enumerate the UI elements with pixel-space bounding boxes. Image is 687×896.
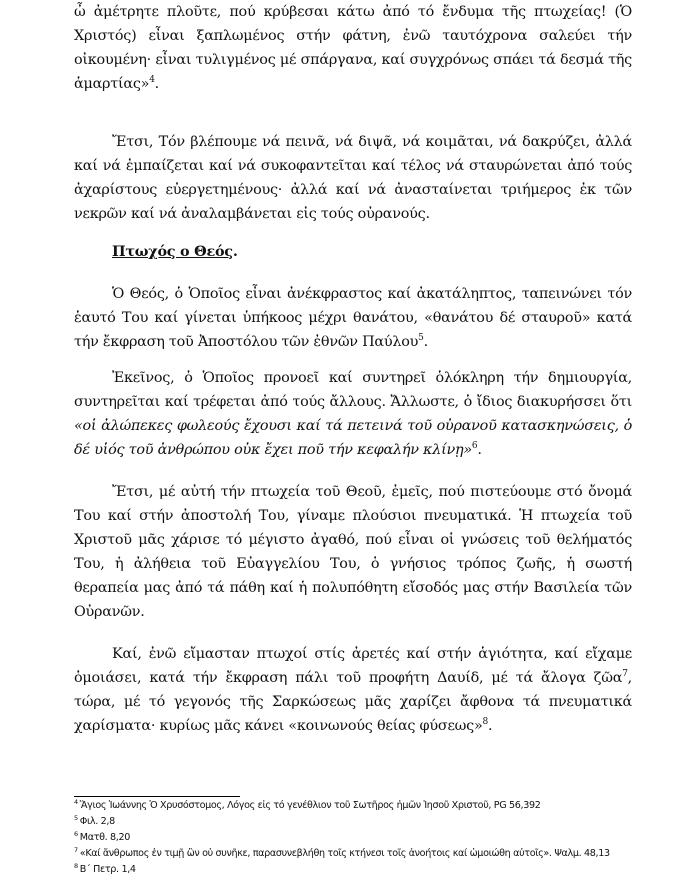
paragraph-tail: .	[488, 718, 493, 734]
footnote-ref[interactable]: 6	[471, 441, 478, 452]
paragraph-1	[74, 0, 632, 96]
footnote-text: Β΄ Πετρ. 1,4	[79, 864, 136, 875]
footnote-number: 5	[74, 813, 78, 822]
footnote-separator	[74, 796, 240, 797]
footnote-text: «Καί ἄνθρωπος ἐν τιμῇ ὢν οὐ συνῆκε, παρασυνεβλήθη τοῖς κτήνεσι τοῖς ἀνοήτοις καί ὡμοιώθη αὐτοῖς». Ψαλμ. 48,13	[79, 848, 610, 859]
paragraph-text: Ὁ Θεός, ὁ Ὁποῖος εἶναι ἀνέκφραστος καί ἀκατάληπτος, ταπεινώνει τόν ἑαυτό Του καί γίνεται ὑπήκοος μέχρι θανάτου, «θανάτου δέ σταυροῦ» κατά τήν ἔκφραση τοῦ Ἀποστόλου τῶν ἐθνῶν Παύλου	[74, 286, 632, 350]
paragraph-text: Ἔτσι, Τόν βλέπουμε νά πεινᾶ, νά διψᾶ, νά κοιμᾶται, νά δακρύζει, ἀλλά καί νά ἐμπαίζεται καί νά συκοφαντεῖται καί τέλος νά σταυρώνεται ἀπό τούς ἀχαρίστους εὐεργετημένους· ἀλλά καί νά ἀνασταίνεται τριήμερος ἐκ τῶν νεκρῶν καί νά ἀναλαμβάνεται εἰς τούς οὐρανούς.	[74, 134, 632, 222]
paragraph-text: ὦ ἀμέτρητε πλοῦτε, πού κρύβεσαι κάτω ἀπό τό ἔνδυμα τῆς πτωχείας! (Ὁ Χριστός) εἶναι ξαπλωμένος στήν φάτνη, ἐνῶ ταυτόχρονα σαλεύει τήν οἰκουμένη· εἶναι τυλιγμένος μέ σπάργανα, καί συγχρόνως σπάει τά δεσμά τῆς ἁμαρτίας»	[74, 4, 632, 92]
paragraph-text-continued: , τώρα, μέ τό γεγονός τῆς Σαρκώσεως μᾶς χαρίζει ἄφθονα τά πνευματικά χαρίσματα· κυρίως μᾶς κάνει «κοινωνούς θείας φύσεως»	[74, 670, 632, 734]
footnote-ref[interactable]: 5	[418, 333, 424, 344]
document-page	[74, 0, 632, 896]
footnote-5	[74, 814, 644, 830]
heading-tail: .	[232, 243, 238, 260]
footnote-ref[interactable]: 4	[149, 75, 155, 86]
paragraph-3	[74, 282, 632, 354]
footnote-8	[74, 862, 644, 878]
paragraph-text: Καί, ἐνῶ εἴμασταν πτωχοί στίς ἀρετές καί στήν ἁγιότητα, καί εἴχαμε ὁμοιάσει, κατά τήν ἔκφραση πάλι τοῦ προφήτη Δαυίδ, μέ τά ἄλογα ζῶα	[74, 646, 632, 686]
footnote-ref[interactable]: 7	[622, 669, 628, 680]
paragraph-2	[74, 130, 632, 226]
footnote-ref[interactable]: 8	[482, 717, 488, 728]
footnote-number: 7	[74, 845, 78, 854]
paragraph-text: Ἔτσι, μέ αὐτή τήν πτωχεία τοῦ Θεοῦ, ἐμεῖς, πού πιστεύουμε στό ὄνομά Του καί στήν ἀποστολή Του, γίναμε πλούσιοι πνευματικά. Ἡ πτωχεία τοῦ Χριστοῦ μᾶς χάρισε τό μέγιστο ἀγαθό, πού εἶναι οἱ γνώσεις τοῦ θελήματός Του, ἡ ἀλήθεια τοῦ Εὐαγγελίου Του, ὁ γνήσιος τρόπος ζωῆς, ἡ σωστή θεραπεία μας ἀπό τά πάθη καί ἡ πολυπόθητη εἴσοδός μας στήν Βασιλεία τῶν Οὐρανῶν.	[74, 484, 632, 620]
footnote-text: Ματθ. 8,20	[79, 832, 131, 843]
paragraph-tail: .	[477, 442, 482, 458]
section-heading	[74, 240, 632, 264]
footnote-4	[74, 798, 644, 814]
footnote-text: Ἅγιος Ἰωάννης Ὁ Χρυσόστομος, Λόγος εἰς τό γενέθλιον τοῦ Σωτῆρος ἡμῶν Ἰησοῦ Χριστοῦ, PG 56,392	[79, 800, 541, 811]
footnote-text: Φιλ. 2,8	[79, 816, 115, 827]
footnote-7	[74, 846, 644, 862]
scripture-quote: «οἱ ἀλώπεκες φωλεούς ἔχουσι καί τά πετεινά τοῦ οὐρανοῦ κατασκηνώσεις, ὁ δέ υἱός τοῦ ἀνθρώπου οὐκ ἔχει ποῦ τήν κεφαλήν κλίνῃ»	[74, 418, 632, 458]
footnote-number: 8	[74, 861, 78, 870]
paragraph-4	[74, 366, 632, 462]
footnotes	[74, 798, 644, 878]
paragraph-6	[74, 642, 632, 738]
paragraph-5	[74, 480, 632, 624]
paragraph-tail: .	[423, 334, 428, 350]
paragraph-tail: .	[154, 76, 159, 92]
footnote-number: 6	[74, 829, 78, 838]
footnote-number: 4	[74, 797, 78, 806]
footnote-6	[74, 830, 644, 846]
heading-text: Πτωχός ο Θεός	[112, 243, 233, 260]
paragraph-text: Ἐκεῖνος, ὁ Ὁποῖος προνοεῖ καί συντηρεῖ ὁλόκληρη τήν δημιουργία, συντηρεῖται καί τρέφεται ἀπό τούς ἄλλους. Ἄλλωστε, ὁ ἴδιος διακυρήσσει ὅτι	[74, 370, 632, 410]
